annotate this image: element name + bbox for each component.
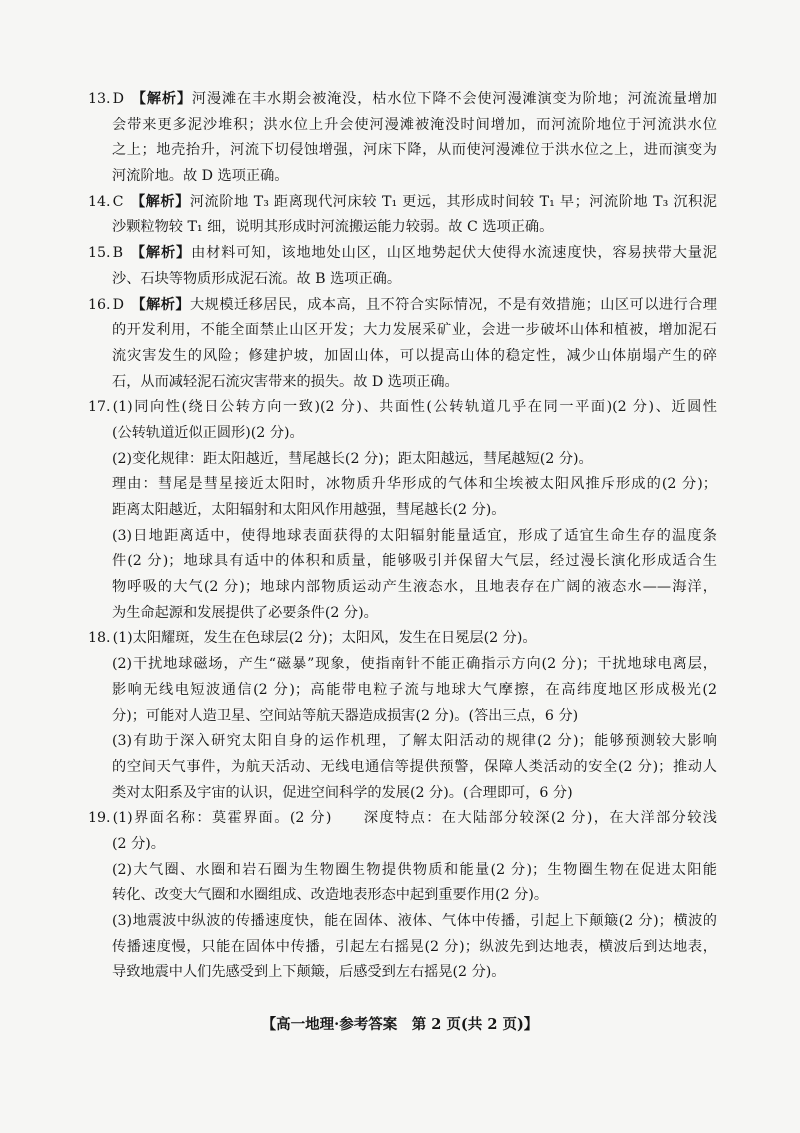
line-text: 分)；可能对人造卫星、空间站等航天器造成损害(2 分)。(答出三点，6 分) (112, 707, 579, 724)
text-line (88, 370, 717, 396)
line-text: 为生命起源和发展提供了必要条件(2 分)。 (112, 604, 378, 621)
line-text: 导致地震中人们先感受到上下颠簸，后感受到左右摇晃(2 分)。 (112, 964, 506, 981)
text-line (88, 806, 717, 832)
line-text: 河流阶地。故 D 选项正确。 (112, 168, 289, 185)
text-line (88, 113, 717, 139)
page-footer: 【高一地理·参考答案 第 2 页(共 2 页)】 (261, 1016, 539, 1033)
text-line (88, 190, 717, 216)
line-text: (1)界面名称：莫霍界面。(2 分) 深度特点：在大陆部分较深(2 分)，在大洋部分较浅 (112, 810, 717, 827)
line-text: 件(2 分)；地球具有适中的体积和质量，能够吸引并保留大气层，经过漫长演化形成适合生 (112, 553, 717, 570)
line-text: (2)变化规律：距太阳越近，彗尾越长(2 分)；距太阳越远，彗尾越短(2 分)。 (112, 450, 593, 467)
line-text: 影响无线电短波通信(2 分)；高能带电粒子流与地球大气摩擦，在高纬度地区形成极光(2 (112, 681, 717, 698)
question-number: 15. (88, 245, 111, 262)
line-text: 的空间天气事件，为航天活动、无线电通信等提供预警，保障人类活动的安全(2 分)；推动人 (112, 758, 717, 775)
text-line (88, 447, 717, 473)
text-line (88, 755, 717, 781)
question-number: 16. (88, 296, 111, 313)
line-text: (3)地震波中纵波的传播速度快，能在固体、液体、气体中传播，引起上下颠簸(2 分)；横波的 (112, 913, 717, 929)
line-text: 转化、改变大气圈和水圈组成、改造地表形态中起到重要作用(2 分)。 (112, 887, 549, 904)
answer-letter: B (112, 245, 124, 262)
line-text: 会带来更多泥沙堆积；洪水位上升会使河漫滩被淹没时间增加，而河流阶地位于河流洪水位 (112, 116, 717, 133)
text-line (88, 395, 717, 421)
question-number: 17. (88, 399, 111, 416)
text-line (88, 858, 717, 884)
text-line (88, 241, 717, 267)
question-17 (88, 395, 717, 626)
text-line (88, 138, 717, 164)
answer-letter: D (112, 296, 124, 313)
line-text: 河流阶地 T₃ 距离现代河床较 T₁ 更远，其形成时间较 T₁ 早；河流阶地 T₃ 沉积泥 (189, 193, 717, 210)
text-line (88, 472, 717, 498)
text-line (88, 87, 717, 113)
line-text: 河漫滩在丰水期会被淹没，枯水位下降不会使河漫滩演变为阶地；河流流量增加 (191, 91, 717, 107)
text-line (88, 626, 717, 652)
question-number: 13. (88, 91, 111, 107)
text-line (88, 678, 717, 704)
line-text: (1)太阳耀斑，发生在色球层(2 分)；太阳风，发生在日冕层(2 分)。 (112, 630, 537, 647)
question-number: 18. (88, 630, 111, 647)
text-line (88, 549, 717, 575)
text-line (88, 729, 717, 755)
text-line (88, 575, 717, 601)
text-line (88, 344, 717, 370)
line-text: (3)日地距离适中，使得地球表面获得的太阳辐射能量适宜，形成了适宜生命生存的温度条 (112, 527, 717, 544)
answer-letter: C (112, 193, 124, 210)
text-line (88, 293, 717, 319)
analysis-label: 【解析】 (130, 245, 192, 262)
line-text: 理由：彗尾是彗星接近太阳时，冰物质升华形成的气体和尘埃被太阳风推斥形成的(2 分)； (112, 476, 717, 493)
text-line (88, 832, 717, 858)
analysis-label: 【解析】 (130, 296, 191, 313)
line-text: 石，从而减轻泥石流灾害带来的损失。故 D 选项正确。 (112, 373, 459, 390)
line-text: 沙颗粒物较 T₁ 细，说明其形成时河流搬运能力较弱。故 C 选项正确。 (112, 219, 554, 236)
line-text: 类对太阳系及宇宙的认识，促进空间科学的发展(2 分)。(合理即可，6 分) (112, 784, 573, 801)
question-16 (88, 293, 717, 396)
line-text: 传播速度慢，只能在固体中传播，引起左右摇晃(2 分)；纵波先到达地表，横波后到达地表， (112, 938, 717, 955)
question-number: 14. (88, 193, 111, 210)
text-line (88, 781, 717, 807)
text-line (88, 909, 717, 935)
text-line (88, 421, 717, 447)
text-line (88, 883, 717, 909)
text-line (88, 524, 717, 550)
question-13 (88, 87, 717, 190)
text-line (88, 652, 717, 678)
question-15 (88, 241, 717, 292)
question-19 (88, 806, 717, 986)
answer-list (88, 87, 717, 986)
line-text: 大规模迁移居民，成本高，且不符合实际情况，不是有效措施；山区可以进行合理 (190, 296, 717, 313)
line-text: 沙、石块等物质形成泥石流。故 B 选项正确。 (112, 270, 402, 287)
text-line (88, 164, 717, 190)
analysis-label: 【解析】 (130, 91, 192, 107)
line-text: 之上；地壳抬升，河流下切侵蚀增强，河床下降，从而使河漫滩位于洪水位之上，进而演变为 (112, 142, 717, 159)
text-line (88, 704, 717, 730)
line-text: 由材料可知，该地地处山区，山区地势起伏大使得水流速度快，容易挟带大量泥 (191, 245, 717, 262)
text-line (88, 498, 717, 524)
line-text: (1)同向性(绕日公转方向一致)(2 分)、共面性(公转轨道几乎在同一平面)(2 分)、近圆性 (112, 399, 717, 416)
line-text: (公转轨道近似正圆形)(2 分)。 (112, 424, 304, 441)
question-18 (88, 626, 717, 806)
text-line (88, 935, 717, 961)
line-text: 流灾害发生的风险；修建护坡，加固山体，可以提高山体的稳定性，减少山体崩塌产生的碎 (112, 347, 717, 364)
text-line (88, 960, 717, 986)
text-line (88, 215, 717, 241)
line-text: 距离太阳越近，太阳辐射和太阳风作用越强，彗尾越长(2 分)。 (112, 502, 506, 518)
line-text: (2)大气圈、水圈和岩石圈为生物圈生物提供物质和能量(2 分)；生物圈生物在促进太阳能 (112, 861, 717, 878)
line-text: (2 分)。 (112, 835, 165, 852)
question-number: 19. (88, 810, 111, 827)
line-text: 的开发利用，不能全面禁止山区开发；大力发展采矿业，会进一步破坏山体和植被，增加泥石 (112, 322, 717, 339)
question-14 (88, 190, 717, 241)
line-text: (3)有助于深入研究太阳自身的运作机理，了解太阳活动的规律(2 分)；能够预测较大影响 (112, 733, 717, 750)
text-line (88, 267, 717, 293)
analysis-label: 【解析】 (130, 193, 190, 210)
text-line (88, 601, 717, 627)
text-line (88, 318, 717, 344)
line-text: (2)干扰地球磁场，产生“磁暴”现象，使指南针不能正确指示方向(2 分)；干扰地球电离层， (112, 656, 717, 673)
answer-letter: D (112, 91, 124, 107)
line-text: 物呼吸的大气(2 分)；地球内部物质运动产生液态水，且地表存在广阔的液态水——海洋， (112, 579, 717, 596)
